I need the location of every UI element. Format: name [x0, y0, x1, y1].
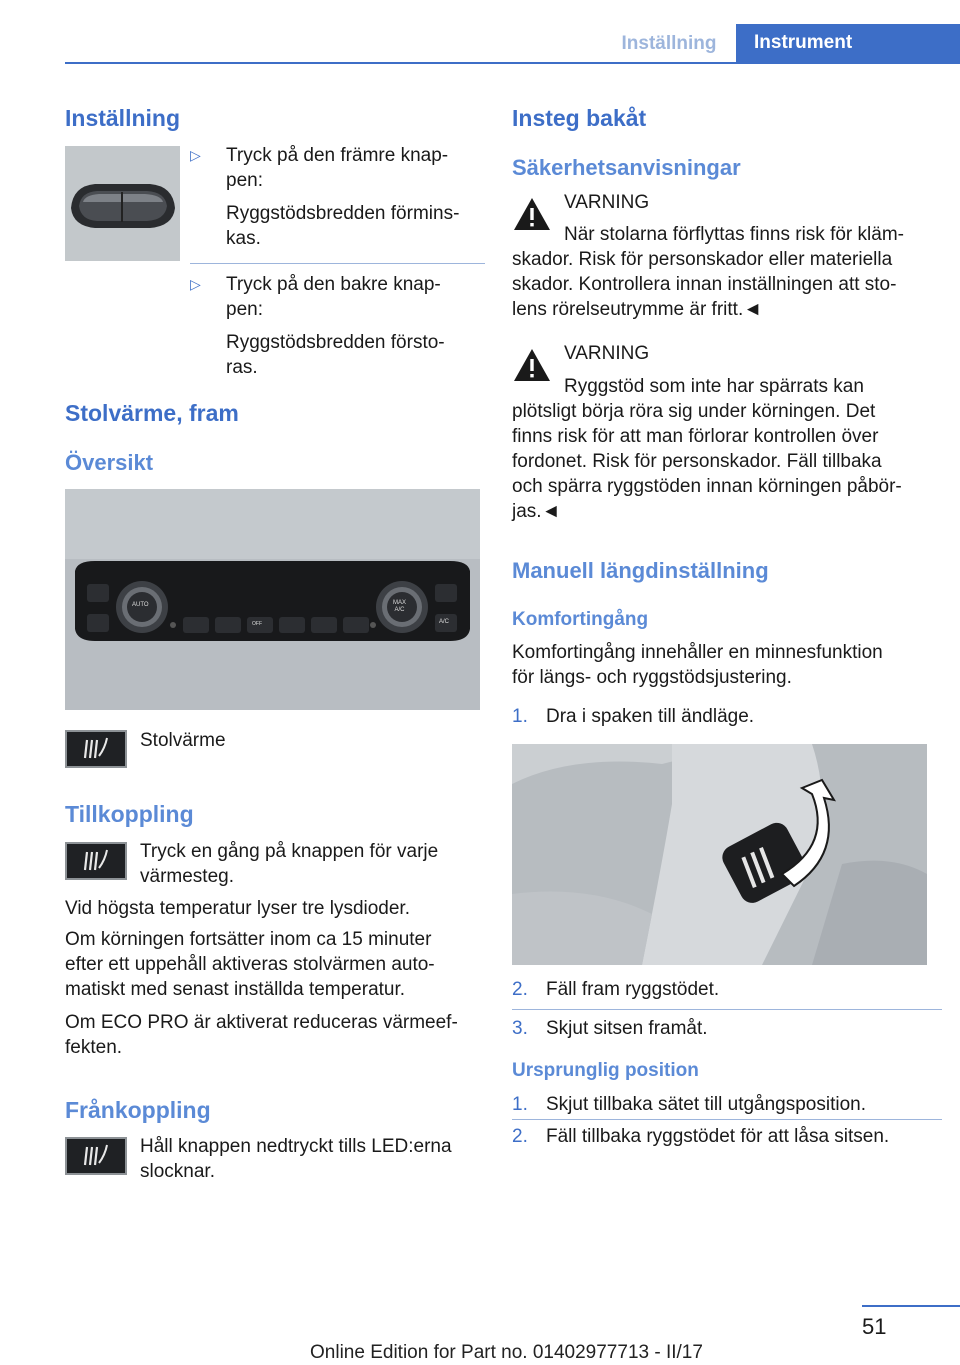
seat-width-button-image	[65, 146, 180, 261]
step-list	[512, 977, 942, 1041]
edition-footer: Online Edition for Part no. 01402977713 - II/17	[310, 1342, 703, 1363]
warning-title: VARNING	[564, 192, 650, 213]
heading-stolvarme: Stolvärme, fram	[65, 400, 239, 426]
auto-label: AUTO	[132, 602, 149, 608]
step-text: Dra i spaken till ändläge.	[546, 706, 755, 727]
page-number: 51	[862, 1314, 887, 1339]
bullet-item	[190, 143, 485, 251]
komfort-text: Komfortingång innehåller en minnesfunktion för längs- och ryggstödsjustering.	[512, 642, 883, 688]
tillkoppling-instruction: Tryck en gång på knappen för varje värmesteg.	[140, 841, 439, 887]
step-list	[512, 1092, 942, 1149]
bullet-list	[190, 143, 485, 380]
seat-heating-caption: Stolvärme	[140, 730, 226, 751]
bullet-action: Tryck på den främre knap- pen:	[226, 145, 449, 191]
triangle-bullet-icon: ▷	[190, 276, 201, 292]
off-label: OFF	[252, 621, 262, 627]
step-number: 1.	[512, 1094, 528, 1115]
heading-ursprunglig: Ursprunglig position	[512, 1060, 699, 1081]
heading-installning: Inställning	[65, 105, 180, 131]
step-item	[512, 977, 942, 1002]
heading-tillkoppling: Tillkoppling	[65, 801, 194, 827]
tillkoppling-paragraph: Om ECO PRO är aktiverat reduceras värmeef- fekten.	[65, 1012, 458, 1058]
step-number: 3.	[512, 1018, 528, 1039]
warning-text: Ryggstöd som inte har spärrats kan plötsligt börja röra sig under körningen. Det finns risk för att man förlorar kontrollen över fordonet. Risk för personskador. Fäll tillbaka och spärra ryggstöden innan körningen påbör- jas.◄	[512, 376, 902, 522]
tillkoppling-paragraph: Vid högsta temperatur lyser tre lysdioder.	[65, 898, 410, 919]
heading-sakerhet: Säkerhetsanvisningar	[512, 155, 741, 180]
bullet-result: Ryggstödsbredden försto- ras.	[226, 332, 445, 378]
warning-title: VARNING	[564, 343, 650, 364]
climate-panel-photo	[65, 489, 480, 710]
step-item	[512, 704, 942, 729]
step-list	[512, 704, 942, 729]
seat-heating-icon	[65, 842, 127, 880]
seat-heating-icon	[65, 730, 127, 768]
step-number: 2.	[512, 1126, 528, 1147]
seat-lever-photo	[512, 744, 927, 965]
step-item	[512, 1009, 942, 1041]
bullet-item	[190, 263, 485, 380]
heading-manuell: Manuell längdinställning	[512, 558, 769, 583]
warning-text: När stolarna förflyttas finns risk för kläm- skador. Risk för personskador eller materiella skador. Kontrollera innan inställningen att sto- lens rörelseutrymme är fritt.◄	[512, 224, 904, 320]
seat-width-button-photo	[65, 146, 180, 261]
header-rule	[65, 62, 960, 64]
footer-rule	[862, 1305, 960, 1307]
step-number: 1.	[512, 706, 528, 727]
step-text: Skjut tillbaka sätet till utgångsposition.	[546, 1094, 867, 1115]
seat-heating-icon	[65, 1137, 127, 1175]
header-chapter-tab: Instrument	[736, 24, 960, 62]
frankoppling-instruction: Håll knappen nedtryckt tills LED:erna slocknar.	[140, 1136, 452, 1182]
heading-komfort: Komfortingång	[512, 609, 649, 630]
bullet-action: Tryck på den bakre knap- pen:	[226, 274, 441, 320]
bullet-result: Ryggstödsbredden förmins- kas.	[226, 203, 460, 249]
step-text: Skjut sitsen framåt.	[546, 1018, 708, 1039]
header-section-tab: Inställning	[621, 33, 717, 54]
max-ac-label: MAX A/C	[393, 600, 407, 613]
step-item	[512, 1092, 942, 1117]
step-number: 2.	[512, 979, 528, 1000]
seat-lever-image	[512, 744, 927, 965]
heading-oversikt: Översikt	[65, 450, 154, 475]
tillkoppling-paragraph: Om körningen fortsätter inom ca 15 minuter efter ett uppehåll aktiveras stolvärmen auto- matiskt med senast inställda temperatur.	[65, 929, 435, 1000]
climate-panel-image	[65, 489, 480, 710]
heading-insteg: Insteg bakåt	[512, 105, 647, 131]
triangle-bullet-icon: ▷	[190, 147, 201, 163]
step-item	[512, 1119, 942, 1149]
heading-frankoppling: Frånkoppling	[65, 1097, 211, 1123]
step-text: Fäll tillbaka ryggstödet för att låsa sitsen.	[546, 1126, 890, 1147]
ac-label: A/C	[439, 619, 450, 625]
step-text: Fäll fram ryggstödet.	[546, 979, 720, 1000]
